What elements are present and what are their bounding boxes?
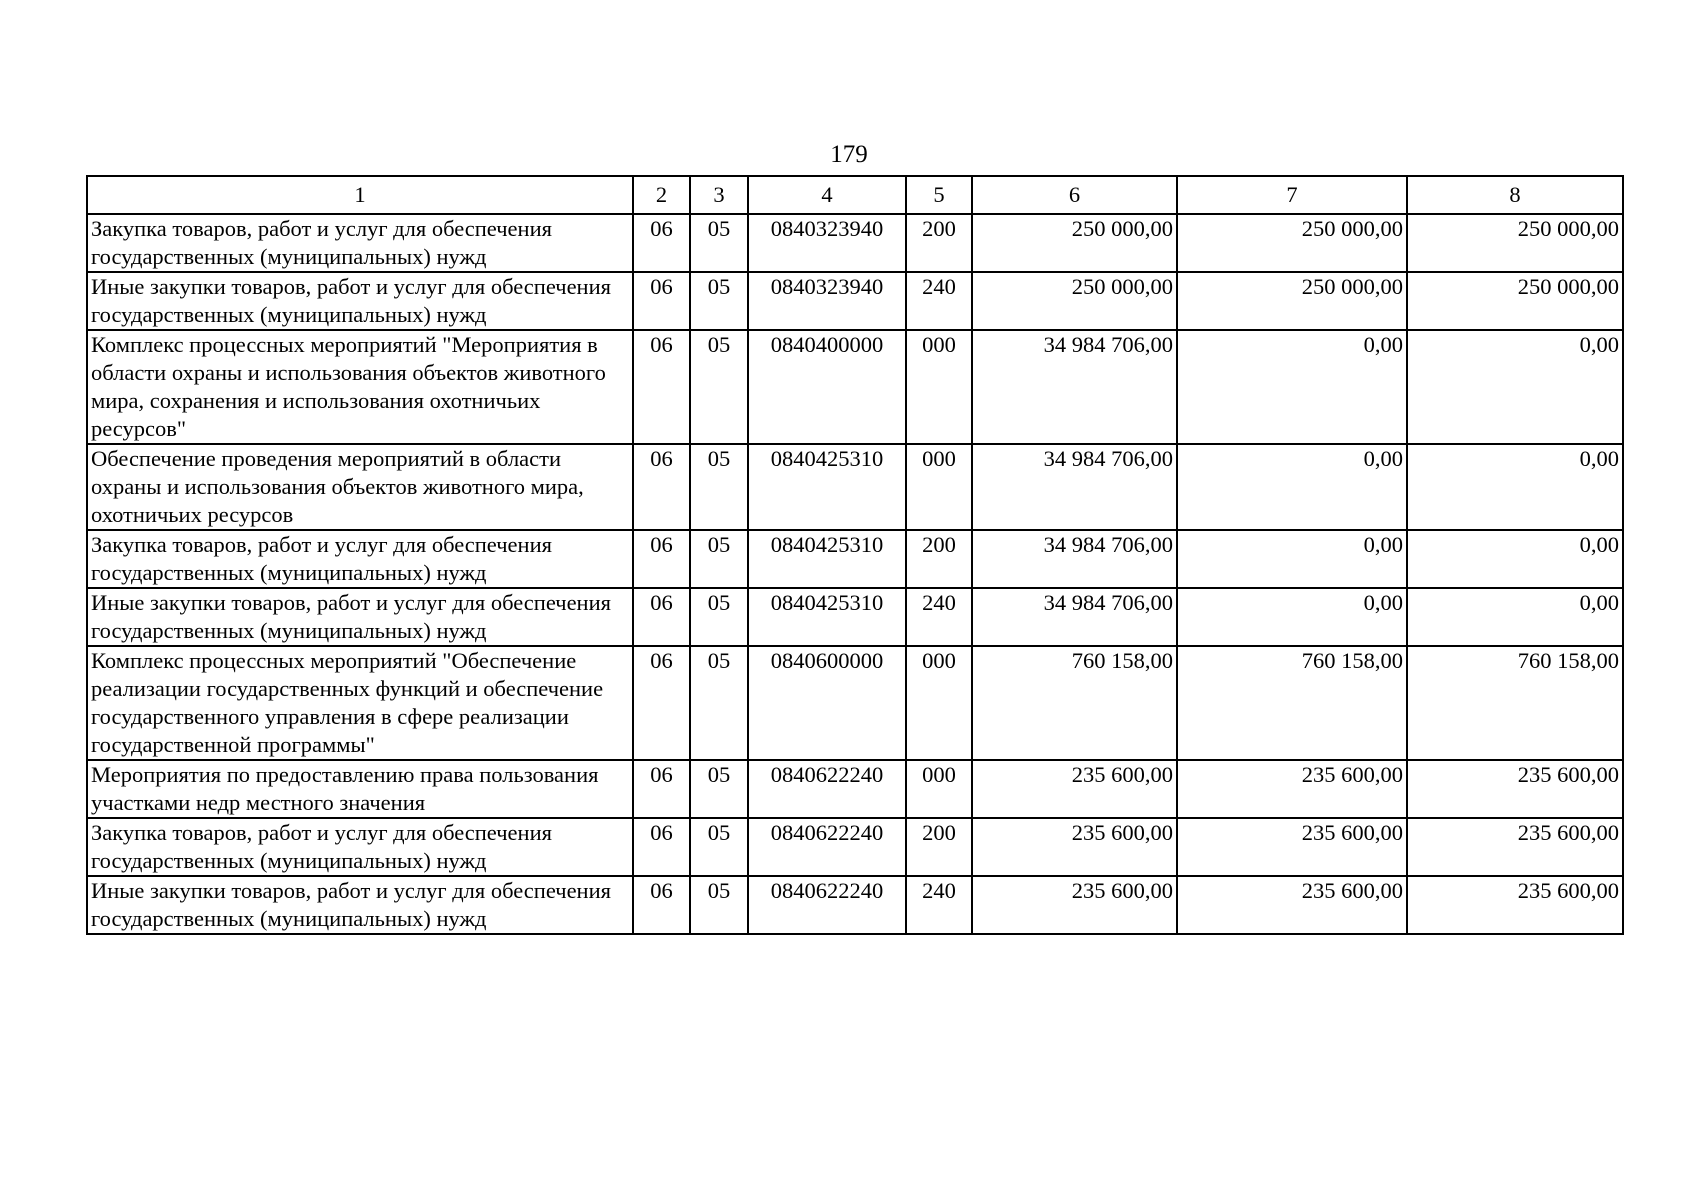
page-number: 179	[830, 141, 868, 168]
row-amount-col8: 235 600,00	[1407, 760, 1623, 818]
row-amount-col8: 0,00	[1407, 330, 1623, 444]
row-amount-col8: 760 158,00	[1407, 646, 1623, 760]
row-expense-type: 240	[906, 876, 972, 934]
row-amount-col6: 34 984 706,00	[972, 444, 1177, 530]
row-amount-col6: 235 600,00	[972, 760, 1177, 818]
row-target-article: 0840425310	[748, 444, 906, 530]
table-row	[87, 530, 1623, 588]
row-section: 06	[633, 330, 690, 444]
table-row	[87, 444, 1623, 530]
header-col-4: 4	[748, 176, 906, 214]
row-expense-type: 200	[906, 214, 972, 272]
row-amount-col8: 235 600,00	[1407, 818, 1623, 876]
row-amount-col8: 0,00	[1407, 588, 1623, 646]
row-amount-col6: 235 600,00	[972, 876, 1177, 934]
row-subsection: 05	[690, 214, 748, 272]
row-name: Мероприятия по предоставлению права пользования участками недр местного значения	[87, 760, 633, 818]
table-row	[87, 272, 1623, 330]
row-amount-col7: 760 158,00	[1177, 646, 1407, 760]
row-section: 06	[633, 444, 690, 530]
table-row	[87, 330, 1623, 444]
row-amount-col6: 250 000,00	[972, 214, 1177, 272]
budget-table	[86, 175, 1624, 935]
row-name: Закупка товаров, работ и услуг для обеспечения государственных (муниципальных) нужд	[87, 530, 633, 588]
row-expense-type: 240	[906, 588, 972, 646]
row-section: 06	[633, 760, 690, 818]
header-col-6: 6	[972, 176, 1177, 214]
table-row	[87, 646, 1623, 760]
row-target-article: 0840622240	[748, 876, 906, 934]
row-section: 06	[633, 588, 690, 646]
row-amount-col8: 250 000,00	[1407, 272, 1623, 330]
row-amount-col6: 34 984 706,00	[972, 330, 1177, 444]
row-amount-col8: 235 600,00	[1407, 876, 1623, 934]
row-amount-col6: 250 000,00	[972, 272, 1177, 330]
row-subsection: 05	[690, 588, 748, 646]
row-amount-col8: 0,00	[1407, 444, 1623, 530]
table-row	[87, 214, 1623, 272]
row-name: Закупка товаров, работ и услуг для обеспечения государственных (муниципальных) нужд	[87, 214, 633, 272]
row-target-article: 0840400000	[748, 330, 906, 444]
row-target-article: 0840323940	[748, 214, 906, 272]
row-name: Комплекс процессных мероприятий "Мероприятия в области охраны и использования объектов животного мира, сохранения и использования охотничьих ресурсов"	[87, 330, 633, 444]
row-subsection: 05	[690, 876, 748, 934]
row-subsection: 05	[690, 272, 748, 330]
row-subsection: 05	[690, 330, 748, 444]
row-target-article: 0840622240	[748, 818, 906, 876]
row-subsection: 05	[690, 530, 748, 588]
row-target-article: 0840425310	[748, 530, 906, 588]
row-amount-col6: 34 984 706,00	[972, 588, 1177, 646]
row-section: 06	[633, 272, 690, 330]
row-expense-type: 240	[906, 272, 972, 330]
table-row	[87, 876, 1623, 934]
row-target-article: 0840622240	[748, 760, 906, 818]
row-amount-col6: 760 158,00	[972, 646, 1177, 760]
row-subsection: 05	[690, 818, 748, 876]
row-section: 06	[633, 214, 690, 272]
row-amount-col7: 0,00	[1177, 588, 1407, 646]
row-expense-type: 000	[906, 330, 972, 444]
header-col-3: 3	[690, 176, 748, 214]
row-target-article: 0840323940	[748, 272, 906, 330]
row-name: Закупка товаров, работ и услуг для обеспечения государственных (муниципальных) нужд	[87, 818, 633, 876]
row-subsection: 05	[690, 760, 748, 818]
header-col-8: 8	[1407, 176, 1623, 214]
row-amount-col8: 250 000,00	[1407, 214, 1623, 272]
header-col-2: 2	[633, 176, 690, 214]
header-col-1: 1	[87, 176, 633, 214]
row-name: Обеспечение проведения мероприятий в области охраны и использования объектов животного мира, охотничьих ресурсов	[87, 444, 633, 530]
row-amount-col7: 0,00	[1177, 530, 1407, 588]
row-section: 06	[633, 876, 690, 934]
row-subsection: 05	[690, 646, 748, 760]
table-row	[87, 760, 1623, 818]
row-amount-col7: 235 600,00	[1177, 760, 1407, 818]
row-name: Комплекс процессных мероприятий "Обеспечение реализации государственных функций и обеспечение государственного управления в сфере реализации государственной программы"	[87, 646, 633, 760]
row-expense-type: 200	[906, 530, 972, 588]
table-header	[87, 176, 1623, 214]
row-section: 06	[633, 646, 690, 760]
table-body	[87, 214, 1623, 934]
row-amount-col7: 250 000,00	[1177, 214, 1407, 272]
table-row	[87, 818, 1623, 876]
row-amount-col7: 0,00	[1177, 330, 1407, 444]
row-amount-col7: 0,00	[1177, 444, 1407, 530]
row-name: Иные закупки товаров, работ и услуг для обеспечения государственных (муниципальных) нужд	[87, 272, 633, 330]
row-subsection: 05	[690, 444, 748, 530]
table-row	[87, 588, 1623, 646]
row-amount-col7: 235 600,00	[1177, 818, 1407, 876]
header-col-5: 5	[906, 176, 972, 214]
row-target-article: 0840425310	[748, 588, 906, 646]
row-amount-col6: 34 984 706,00	[972, 530, 1177, 588]
row-section: 06	[633, 530, 690, 588]
row-amount-col7: 235 600,00	[1177, 876, 1407, 934]
row-target-article: 0840600000	[748, 646, 906, 760]
header-row	[87, 176, 1623, 214]
row-section: 06	[633, 818, 690, 876]
row-name: Иные закупки товаров, работ и услуг для обеспечения государственных (муниципальных) нужд	[87, 876, 633, 934]
row-expense-type: 200	[906, 818, 972, 876]
row-name: Иные закупки товаров, работ и услуг для обеспечения государственных (муниципальных) нужд	[87, 588, 633, 646]
row-amount-col7: 250 000,00	[1177, 272, 1407, 330]
row-expense-type: 000	[906, 760, 972, 818]
header-col-7: 7	[1177, 176, 1407, 214]
row-amount-col6: 235 600,00	[972, 818, 1177, 876]
row-amount-col8: 0,00	[1407, 530, 1623, 588]
row-expense-type: 000	[906, 444, 972, 530]
row-expense-type: 000	[906, 646, 972, 760]
